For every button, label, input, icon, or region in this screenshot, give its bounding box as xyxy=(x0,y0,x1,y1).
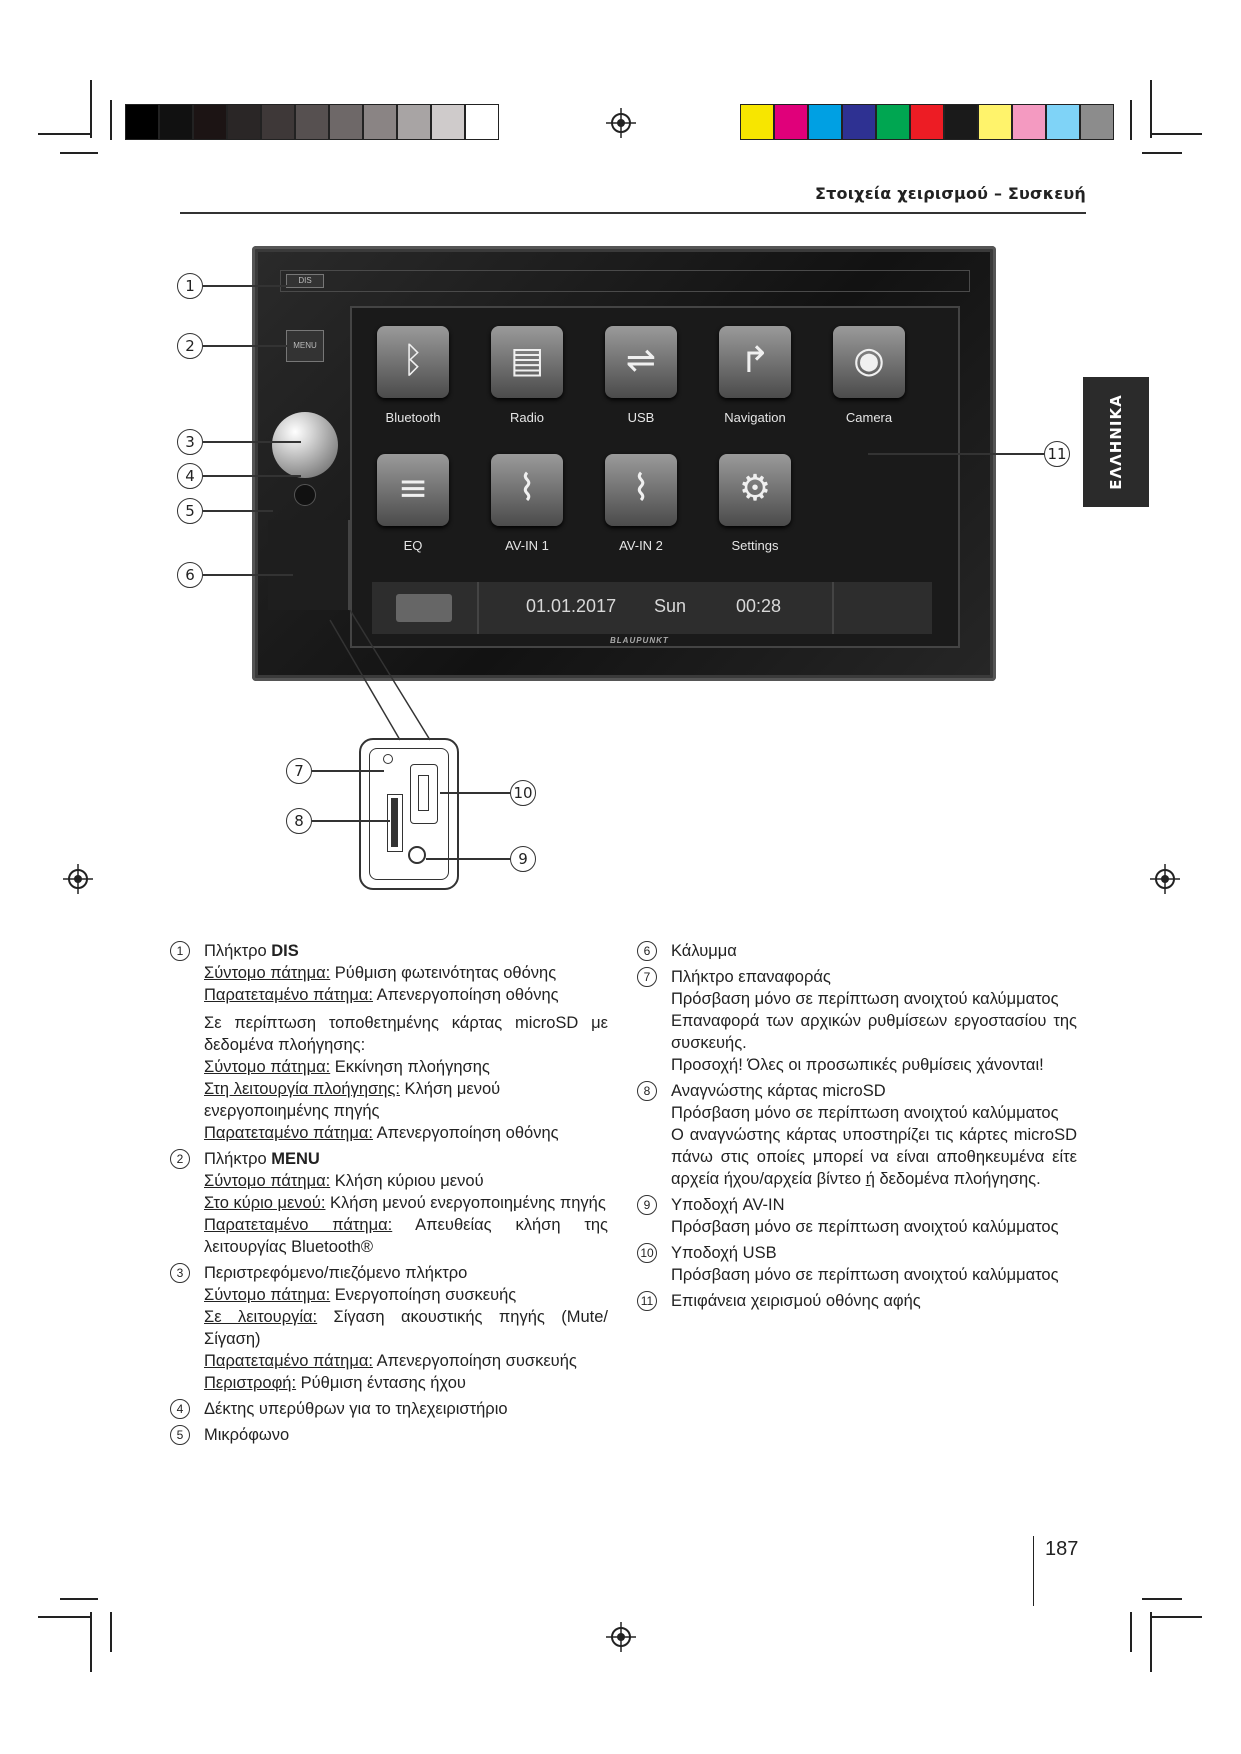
rotary-knob[interactable] xyxy=(272,412,338,478)
av-in-jack[interactable] xyxy=(408,846,426,864)
app-radio[interactable] xyxy=(472,326,582,425)
eq-icon: ≡ xyxy=(377,454,449,526)
detail-panel xyxy=(359,738,459,890)
app-label: Settings xyxy=(731,538,779,553)
app-settings[interactable] xyxy=(700,454,810,553)
app-av-in-2[interactable] xyxy=(586,454,696,553)
callout-leader xyxy=(203,574,293,576)
legend-item-5: 5 Μικρόφωνο xyxy=(170,1424,608,1446)
app-label: Radio xyxy=(510,410,544,425)
app-camera[interactable] xyxy=(814,326,924,425)
callout-leader xyxy=(312,820,390,822)
navigation-icon: ↱ xyxy=(719,326,791,398)
app-label: EQ xyxy=(403,538,423,553)
legend-right xyxy=(637,940,1077,1316)
microsd-slot[interactable] xyxy=(387,794,403,852)
callout-leader xyxy=(203,285,293,287)
page-header-title: Στοιχεία χειρισμού – Συσκευή xyxy=(815,184,1086,203)
av-in-1-icon: ⌇ xyxy=(491,454,563,526)
callout-3: 3 xyxy=(177,429,203,455)
color-swatch xyxy=(774,104,808,140)
color-swatch xyxy=(978,104,1012,140)
callout-leader xyxy=(203,510,273,512)
color-swatch xyxy=(842,104,876,140)
status-time: 00:28 xyxy=(736,596,782,616)
grayscale-swatch xyxy=(363,104,397,140)
registration-mark-top xyxy=(606,108,636,138)
legend-item-1: 1 Πλήκτρο DIS Σύντομο πάτημα: Ρύθμιση φωτεινότητας οθόνης Παρατεταμένο πάτημα: Απενεργοποίηση οθόνης Σε περίπτωση τοποθετημένης κάρτας microSD με δεδομένα πλοήγησης: Σύντομο πάτημα: Εκκίνηση πλοήγησης Στη λειτουργία πλοήγησης: Κλήση μενού ενεργοποιημένης πηγής Παρατεταμένο πάτημα: Απενεργοποίηση οθόνης xyxy=(170,940,608,1144)
callout-leader xyxy=(440,792,510,794)
brand-logo: BLAUPUNKT xyxy=(610,636,669,645)
callout-10: 10 xyxy=(510,780,536,806)
app-label: USB xyxy=(627,410,655,425)
callout-5: 5 xyxy=(177,498,203,524)
app-usb[interactable] xyxy=(586,326,696,425)
app-navigation[interactable] xyxy=(700,326,810,425)
dis-button[interactable]: DIS xyxy=(286,274,324,288)
av-in-2-icon: ⌇ xyxy=(605,454,677,526)
page-number: 187 xyxy=(1045,1538,1079,1560)
grayscale-swatch xyxy=(397,104,431,140)
grayscale-swatch xyxy=(227,104,261,140)
callout-leader xyxy=(203,475,301,477)
color-swatch xyxy=(740,104,774,140)
app-label: AV-IN 2 xyxy=(619,538,663,553)
language-tab-label: ΕΛΛΗΝΙΚΑ xyxy=(1107,394,1125,490)
callout-leader xyxy=(312,770,384,772)
callout-1: 1 xyxy=(177,273,203,299)
color-swatch xyxy=(808,104,842,140)
legend-item-4: 4 Δέκτης υπερύθρων για το τηλεχειριστήριο xyxy=(170,1398,608,1420)
callout-leader xyxy=(203,441,301,443)
app-label: Bluetooth xyxy=(385,410,441,425)
registration-mark-left xyxy=(63,864,93,894)
callout-leader xyxy=(868,453,1044,455)
color-swatch xyxy=(1012,104,1046,140)
ir-receiver xyxy=(294,484,316,506)
menu-button[interactable]: MENU xyxy=(286,330,324,362)
color-swatch xyxy=(910,104,944,140)
color-swatch xyxy=(1080,104,1114,140)
callout-leader xyxy=(203,345,293,347)
zoom-lines xyxy=(320,600,460,750)
legend-item-2: 2 Πλήκτρο MENU Σύντομο πάτημα: Κλήση κύριου μενού Στο κύριο μενού: Κλήση μενού ενεργοποιημένης πηγής Παρατεταμένο πάτημα: Απευθείας κλήση της λειτουργίας Bluetooth® xyxy=(170,1148,608,1258)
legend-item-9: 9 Υποδοχή AV-IN Πρόσβαση μόνο σε περίπτωση ανοιχτού καλύμματος xyxy=(637,1194,1077,1238)
callout-4: 4 xyxy=(177,463,203,489)
grayscale-swatch xyxy=(295,104,329,140)
callout-8: 8 xyxy=(286,808,312,834)
legend-item-10: 10 Υποδοχή USB Πρόσβαση μόνο σε περίπτωση ανοιχτού καλύμματος xyxy=(637,1242,1077,1286)
radio-icon: ▤ xyxy=(491,326,563,398)
front-cover[interactable] xyxy=(268,520,350,610)
registration-mark-right xyxy=(1150,864,1180,894)
app-eq[interactable] xyxy=(358,454,468,553)
app-label: Camera xyxy=(845,410,893,425)
header-rule xyxy=(180,212,1086,214)
legend-item-3: 3 Περιστρεφόμενο/πιεζόμενο πλήκτρο Σύντομο πάτημα: Ενεργοποίηση συσκευής Σε λειτουργία: Σίγαση ακουστικής πηγής (Mute/ Σίγαση) Παρατεταμένο πάτημα: Απενεργοποίηση συσκευής Περιστροφή: Ρύθμιση έντασης ήχου xyxy=(170,1262,608,1394)
legend-item-11: 11 Επιφάνεια χειρισμού οθόνης αφής xyxy=(637,1290,1077,1312)
legend-item-8: 8 Αναγνώστης κάρτας microSD Πρόσβαση μόνο σε περίπτωση ανοιχτού καλύμματος Ο αναγνώστης κάρτας υποστηρίζει τις κάρτες microSD πάνω στις οποίες μπορεί να είναι αποθηκευμένα είτε αρχεία ήχου/αρχεία βίντεο ή δεδομένα πλοήγησης. xyxy=(637,1080,1077,1190)
grayscale-swatch xyxy=(125,104,159,140)
grayscale-swatch xyxy=(193,104,227,140)
reset-button[interactable] xyxy=(383,754,393,764)
app-label: AV-IN 1 xyxy=(505,538,549,553)
color-swatch xyxy=(1046,104,1080,140)
usb-icon: ⇌ xyxy=(605,326,677,398)
page-number-rule xyxy=(1033,1536,1034,1606)
app-label: Navigation xyxy=(724,410,786,425)
callout-leader xyxy=(426,858,510,860)
registration-mark-bottom xyxy=(606,1622,636,1652)
grayscale-swatch xyxy=(261,104,295,140)
status-date: 01.01.2017 xyxy=(526,596,617,616)
color-swatch xyxy=(944,104,978,140)
disc-slot xyxy=(280,270,970,292)
app-av-in-1[interactable] xyxy=(472,454,582,553)
settings-icon: ⚙ xyxy=(719,454,791,526)
legend-left xyxy=(170,940,608,1450)
callout-11: 11 xyxy=(1044,441,1070,467)
legend-item-7: 7 Πλήκτρο επαναφοράς Πρόσβαση μόνο σε περίπτωση ανοιχτού καλύμματος Επαναφορά των αρχικών ρυθμίσεων εργοστασίου της συσκευής. Προσοχή! Όλες οι προσωπικές ρυθμίσεις χάνονται! xyxy=(637,966,1077,1076)
app-bluetooth[interactable] xyxy=(358,326,468,425)
callout-6: 6 xyxy=(177,562,203,588)
callout-2: 2 xyxy=(177,333,203,359)
grayscale-swatch xyxy=(329,104,363,140)
legend-item-6: 6 Κάλυμμα xyxy=(637,940,1077,962)
bluetooth-icon: ᛒ xyxy=(377,326,449,398)
callout-7: 7 xyxy=(286,758,312,784)
camera-icon: ◉ xyxy=(833,326,905,398)
color-swatch xyxy=(876,104,910,140)
language-tab xyxy=(1083,377,1149,507)
grayscale-swatch xyxy=(465,104,499,140)
grayscale-swatch xyxy=(431,104,465,140)
status-day: Sun xyxy=(654,596,687,616)
grayscale-swatch xyxy=(159,104,193,140)
usb-port[interactable] xyxy=(410,764,438,824)
callout-9: 9 xyxy=(510,846,536,872)
